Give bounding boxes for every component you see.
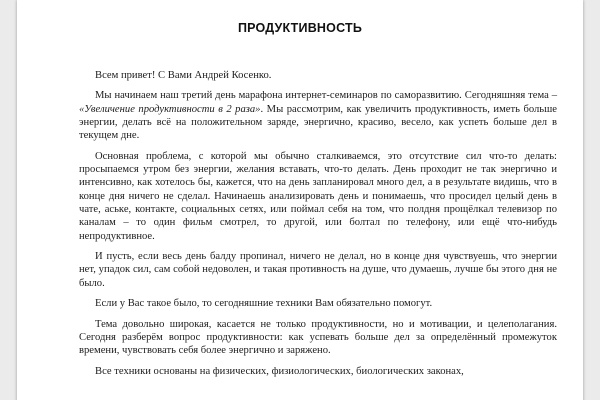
promise-paragraph: Если у Вас такое было, то сегодняшние техники Вам обязательно помогут.	[95, 298, 433, 310]
topic-scope-paragraph: Тема довольно широкая, касается не только продуктивности, но и мотивации, и целеполагания. Сегодня разберём вопрос продуктивности: как успевать больше дел за определённый промежуток времени, чувствовать себя более энергично и заряжено.	[79, 318, 557, 357]
intro-text-start: Мы начинаем наш третий день марафона интернет-семинаров по саморазвитию. Сегодняшняя тема –	[95, 90, 557, 102]
intro-paragraph	[79, 89, 557, 142]
problem-paragraph: Основная проблема, с которой мы обычно сталкиваемся, это отсутствие сил что-то делать: просыпаемся утром без энергии, желания вставать, что-то делать. День проходит не так энергично и интенсивно, как хотелось бы, кажется, что на день запланировал много дел, а в результате видишь, что в конце дня ничего не сделал. Начинаешь анализировать день и понимаешь, что просидел целый день в чате, аське, контакте, социальных сетях, или поймал себя на том, что полдня прощёлкал телевизор по каналам – то один фильм смотрел, то другой, или болтал по телефону, или ещё что-нибудь непродуктивное.	[79, 150, 557, 242]
greeting-paragraph: Всем привет! С Вами Андрей Косенко.	[95, 70, 272, 81]
intro-text-end: . Мы рассмотрим, как увеличить продуктивность, иметь больше энергии, делать всё на положительном заряде, энергично, красиво, весело, как успеть больше дел в текущем дне.	[79, 103, 557, 142]
document-page	[17, 0, 583, 400]
document-body	[79, 69, 557, 385]
techniques-paragraph: Все техники основаны на физических, физиологических, биологических законах,	[95, 365, 464, 377]
document-title: ПРОДУКТИВНОСТЬ	[237, 21, 363, 35]
feeling-paragraph: И пусть, если весь день балду пропинал, ничего не делал, но в конце дня чувствуешь, что энергии нет, упадок сил, сам собой недоволен, и такая противность на душе, что думаешь, лучше бы этого дня не было.	[79, 251, 557, 289]
topic-title: «Увеличение продуктивности в 2 раза»	[79, 103, 261, 115]
